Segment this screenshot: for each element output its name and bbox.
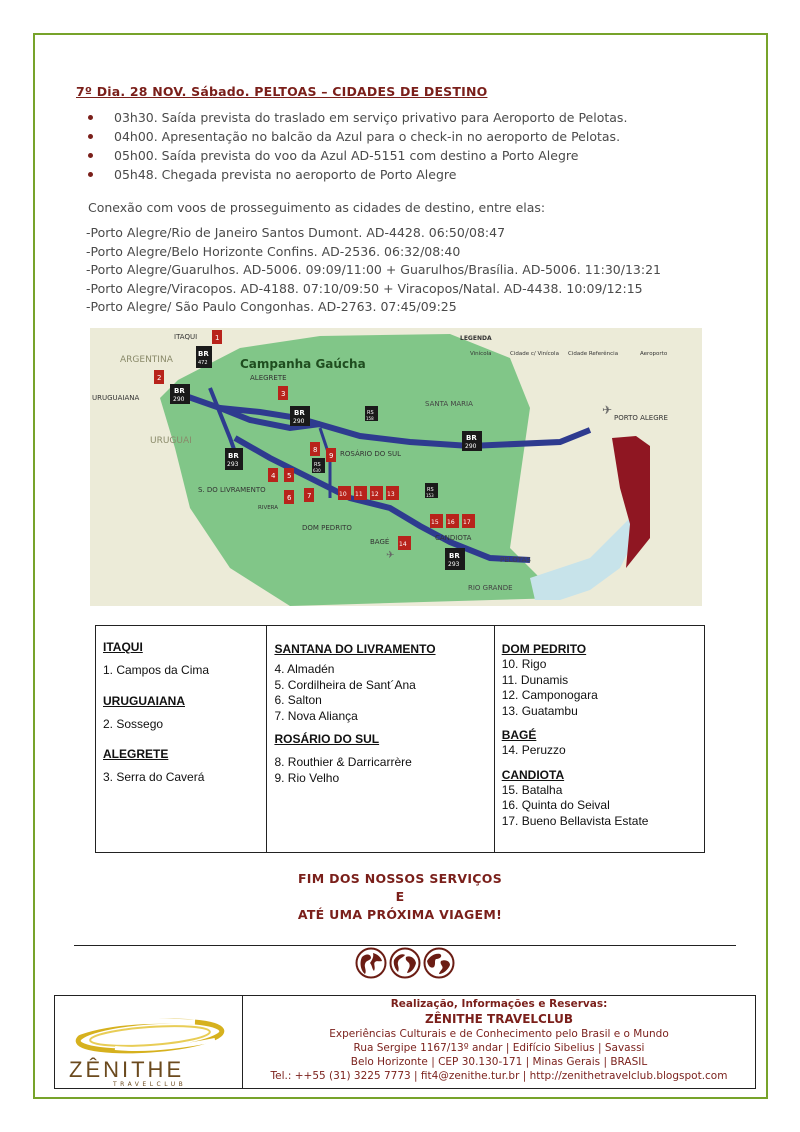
day-title: 7º Dia. 28 NOV. Sábado. PELTOAS – CIDADES DE DESTINO [76,84,488,99]
svg-text:8: 8 [313,446,318,454]
winery-item: 16. Quinta do Seival [501,798,610,812]
winery-marker [212,330,222,344]
winery-item: 1. Campos da Cima [103,663,210,677]
flight-list [86,224,661,317]
winery-marker [354,486,367,500]
map-region-title: Campanha Gaúcha [240,357,366,371]
winery-marker [386,486,399,500]
globe-icon [423,947,455,979]
map-svg [90,328,702,606]
svg-text:13: 13 [387,491,395,498]
city-label: BAGÉ [370,538,390,546]
bullet-icon [88,172,93,177]
legend-winery: Vinícola [470,351,492,357]
flight-line: -Porto Alegre/Viracopos. AD-4188. 07:10/09:50 + Viracopos/Natal. AD-4438. 10:09/12:15 [86,280,643,296]
city-label: RIO GRANDE [468,584,513,592]
winery-marker [338,486,351,500]
logo-tagline: TRAVELCLUB [113,1081,187,1088]
winery-marker [326,448,336,462]
flight-line: -Porto Alegre/Belo Horizonte Confins. AD-2536. 06:32/08:40 [86,243,461,259]
svg-text:6: 6 [287,494,292,502]
flight-line: -Porto Alegre/Guarulhos. AD-5006. 09:09/11:00 + Guarulhos/Brasília. AD-5006. 11:30/13:21 [86,262,661,277]
winery-marker [278,386,288,400]
svg-text:RS: RS [367,410,374,416]
city-label: DOM PEDRITO [302,524,352,532]
legend-title: LEGENDA [460,335,492,342]
region-heading: URUGUAIANA [103,693,185,708]
winery-item: 6. Salton [274,693,322,707]
winery-marker [370,486,383,500]
winery-marker [268,468,278,482]
winery-item: 9. Rio Velho [274,770,340,785]
bullet-icon [88,134,93,139]
legend-ref-city: Cidade Referência [568,351,619,357]
winery-table [95,625,705,853]
road-shield [462,431,482,451]
flight-line: -Porto Alegre/ São Paulo Congonhas. AD-2763. 07:45/09:25 [86,299,457,314]
globes-icon-group [355,947,455,979]
svg-text:RS: RS [427,487,434,493]
contact-info [243,996,755,1088]
svg-text:17: 17 [463,519,471,526]
city-label: CANDIOTA [435,534,472,542]
winery-item: 3. Serra do Caverá [103,770,205,784]
footer-address: Belo Horizonte | CEP 30.130-171 | Minas Gerais | BRASIL [350,1056,648,1068]
svg-text:630: 630 [313,468,321,473]
globe-icon [389,947,421,979]
closing-line-3: ATÉ UMA PRÓXIMA VIAGEM! [297,907,503,922]
svg-text:290: 290 [173,396,185,403]
region-heading: ALEGRETE [103,747,169,761]
road-shield [170,384,190,404]
svg-text:293: 293 [227,461,239,468]
svg-text:290: 290 [465,443,477,450]
city-label: RIVERA [258,505,279,511]
closing-line-2: E [395,889,405,904]
winery-column [267,626,494,852]
svg-text:7: 7 [307,492,312,500]
winery-marker [284,490,294,504]
globe-icon [355,947,387,979]
winery-column [96,626,267,852]
svg-text:293: 293 [448,561,460,568]
road-shield [225,448,243,470]
road-shield [425,483,438,498]
winery-marker [446,514,459,528]
svg-text:2: 2 [157,374,162,382]
divider [74,945,736,946]
winery-item: 7. Nova Aliança [274,708,358,723]
winery-item: 11. Dunamis [501,672,569,687]
footer-tagline: Experiências Culturais e de Conhecimento pelo Brasil e o Mundo [329,1028,669,1040]
winery-item: 12. Camponogara [501,688,598,702]
svg-text:1: 1 [215,334,220,342]
svg-text:16: 16 [447,519,455,526]
footer [54,995,756,1089]
winery-marker [430,514,443,528]
city-label: SANTA MARIA [425,400,473,408]
winery-marker [154,370,164,384]
company-logo [55,996,243,1088]
winery-column [495,626,704,852]
airplane-icon: ✈ [386,550,395,561]
winery-item: 2. Sossego [103,716,164,731]
winery-item: 10. Rigo [501,657,547,671]
svg-text:12: 12 [371,491,379,498]
city-label: PORTO ALEGRE [614,414,668,422]
city-label: ALEGRETE [250,374,287,382]
winery-item: 4. Almadén [274,662,335,676]
airplane-icon: ✈ [602,403,613,417]
schedule-item: 05h48. Chegada prevista no aeroporto de Porto Alegre [88,165,627,184]
region-heading: CANDIOTA [501,767,565,782]
region-heading: SANTANA DO LIVRAMENTO [274,642,436,656]
svg-text:BR: BR [466,434,477,442]
schedule-item: 04h00. Apresentação no balcão da Azul para o check-in no aeroporto de Pelotas. [88,127,627,146]
svg-text:5: 5 [287,472,292,480]
flight-line: -Porto Alegre/Rio de Janeiro Santos Dumont. AD-4428. 06:50/08:47 [86,225,506,240]
svg-text:BR: BR [228,452,239,460]
logo-wordmark: ZÊNITHE [69,1057,185,1082]
campanha-region [160,334,560,606]
svg-text:153: 153 [426,493,434,498]
region-heading: ITAQUI [103,640,143,654]
svg-text:14: 14 [399,541,407,548]
city-label: PELOTAS [500,556,531,564]
bullet-icon [88,115,93,120]
country-label: URUGUAI [150,436,192,446]
svg-text:RS: RS [314,462,321,468]
svg-text:4: 4 [271,472,276,480]
region-map [90,328,702,606]
schedule-list [88,108,627,184]
footer-heading: Realização, Informações e Reservas: [390,998,608,1010]
city-label: ITAQUI [174,333,198,341]
svg-text:BR: BR [198,350,209,358]
footer-address: Rua Sergipe 1167/13º andar | Edifício Sibelius | Savassi [353,1042,645,1054]
winery-marker [310,442,320,456]
footer-contact: Tel.: ++55 (31) 3225 7773 | fit4@zenithe.tur.br | http://zenithetravelclub.blogspot.com [270,1070,728,1082]
winery-item: 5. Cordilheira de Sant´Ana [274,677,416,692]
svg-text:158: 158 [366,416,374,421]
road-shield [312,458,325,473]
svg-text:3: 3 [281,390,286,398]
svg-text:9: 9 [329,452,334,460]
lagoon [530,518,638,600]
winery-marker [398,536,411,550]
svg-text:10: 10 [339,491,347,498]
winery-marker [462,514,475,528]
closing-line-1: FIM DOS NOSSOS SERVIÇOS [297,871,503,886]
city-label: URUGUAIANA [92,394,140,402]
road-shield [445,548,465,570]
legend-city: Cidade c/ Vinícola [510,351,559,357]
svg-text:290: 290 [293,418,305,425]
winery-item: 17. Bueno Bellavista Estate [501,813,649,828]
region-heading: DOM PEDRITO [501,642,587,656]
svg-text:15: 15 [431,519,439,526]
svg-text:BR: BR [174,387,185,395]
city-label: ROSÁRIO DO SUL [340,450,401,458]
region-heading: BAGÉ [501,728,537,742]
schedule-item: 03h30. Saída prevista do traslado em serviço privativo para Aeroporto de Pelotas. [88,108,627,127]
winery-item: 14. Peruzzo [501,743,566,757]
bullet-icon [88,153,93,158]
winery-marker [284,468,294,482]
country-label: ARGENTINA [120,355,173,365]
svg-text:11: 11 [355,491,363,498]
winery-item: 15. Batalha [501,782,563,797]
legend-airport: Aeroporto [640,351,668,357]
road-shield [290,406,310,426]
region-heading: ROSÁRIO DO SUL [274,732,380,746]
footer-brand: ZÊNITHE TRAVELCLUB [425,1012,573,1026]
connection-text: Conexão com voos de prosseguimento as cidades de destino, entre elas: [88,200,546,215]
road-shield [365,406,378,421]
svg-text:BR: BR [294,409,305,417]
winery-item: 13. Guatambu [501,703,578,718]
road-shield [196,346,212,368]
city-label: S. DO LIVRAMENTO [198,486,266,494]
svg-text:BR: BR [449,552,460,560]
winery-marker [304,488,314,502]
svg-text:472: 472 [198,360,208,366]
winery-item: 8. Routhier & Darricarrère [274,755,412,769]
schedule-item: 05h00. Saída prevista do voo da Azul AD-5151 com destino a Porto Alegre [88,146,627,165]
